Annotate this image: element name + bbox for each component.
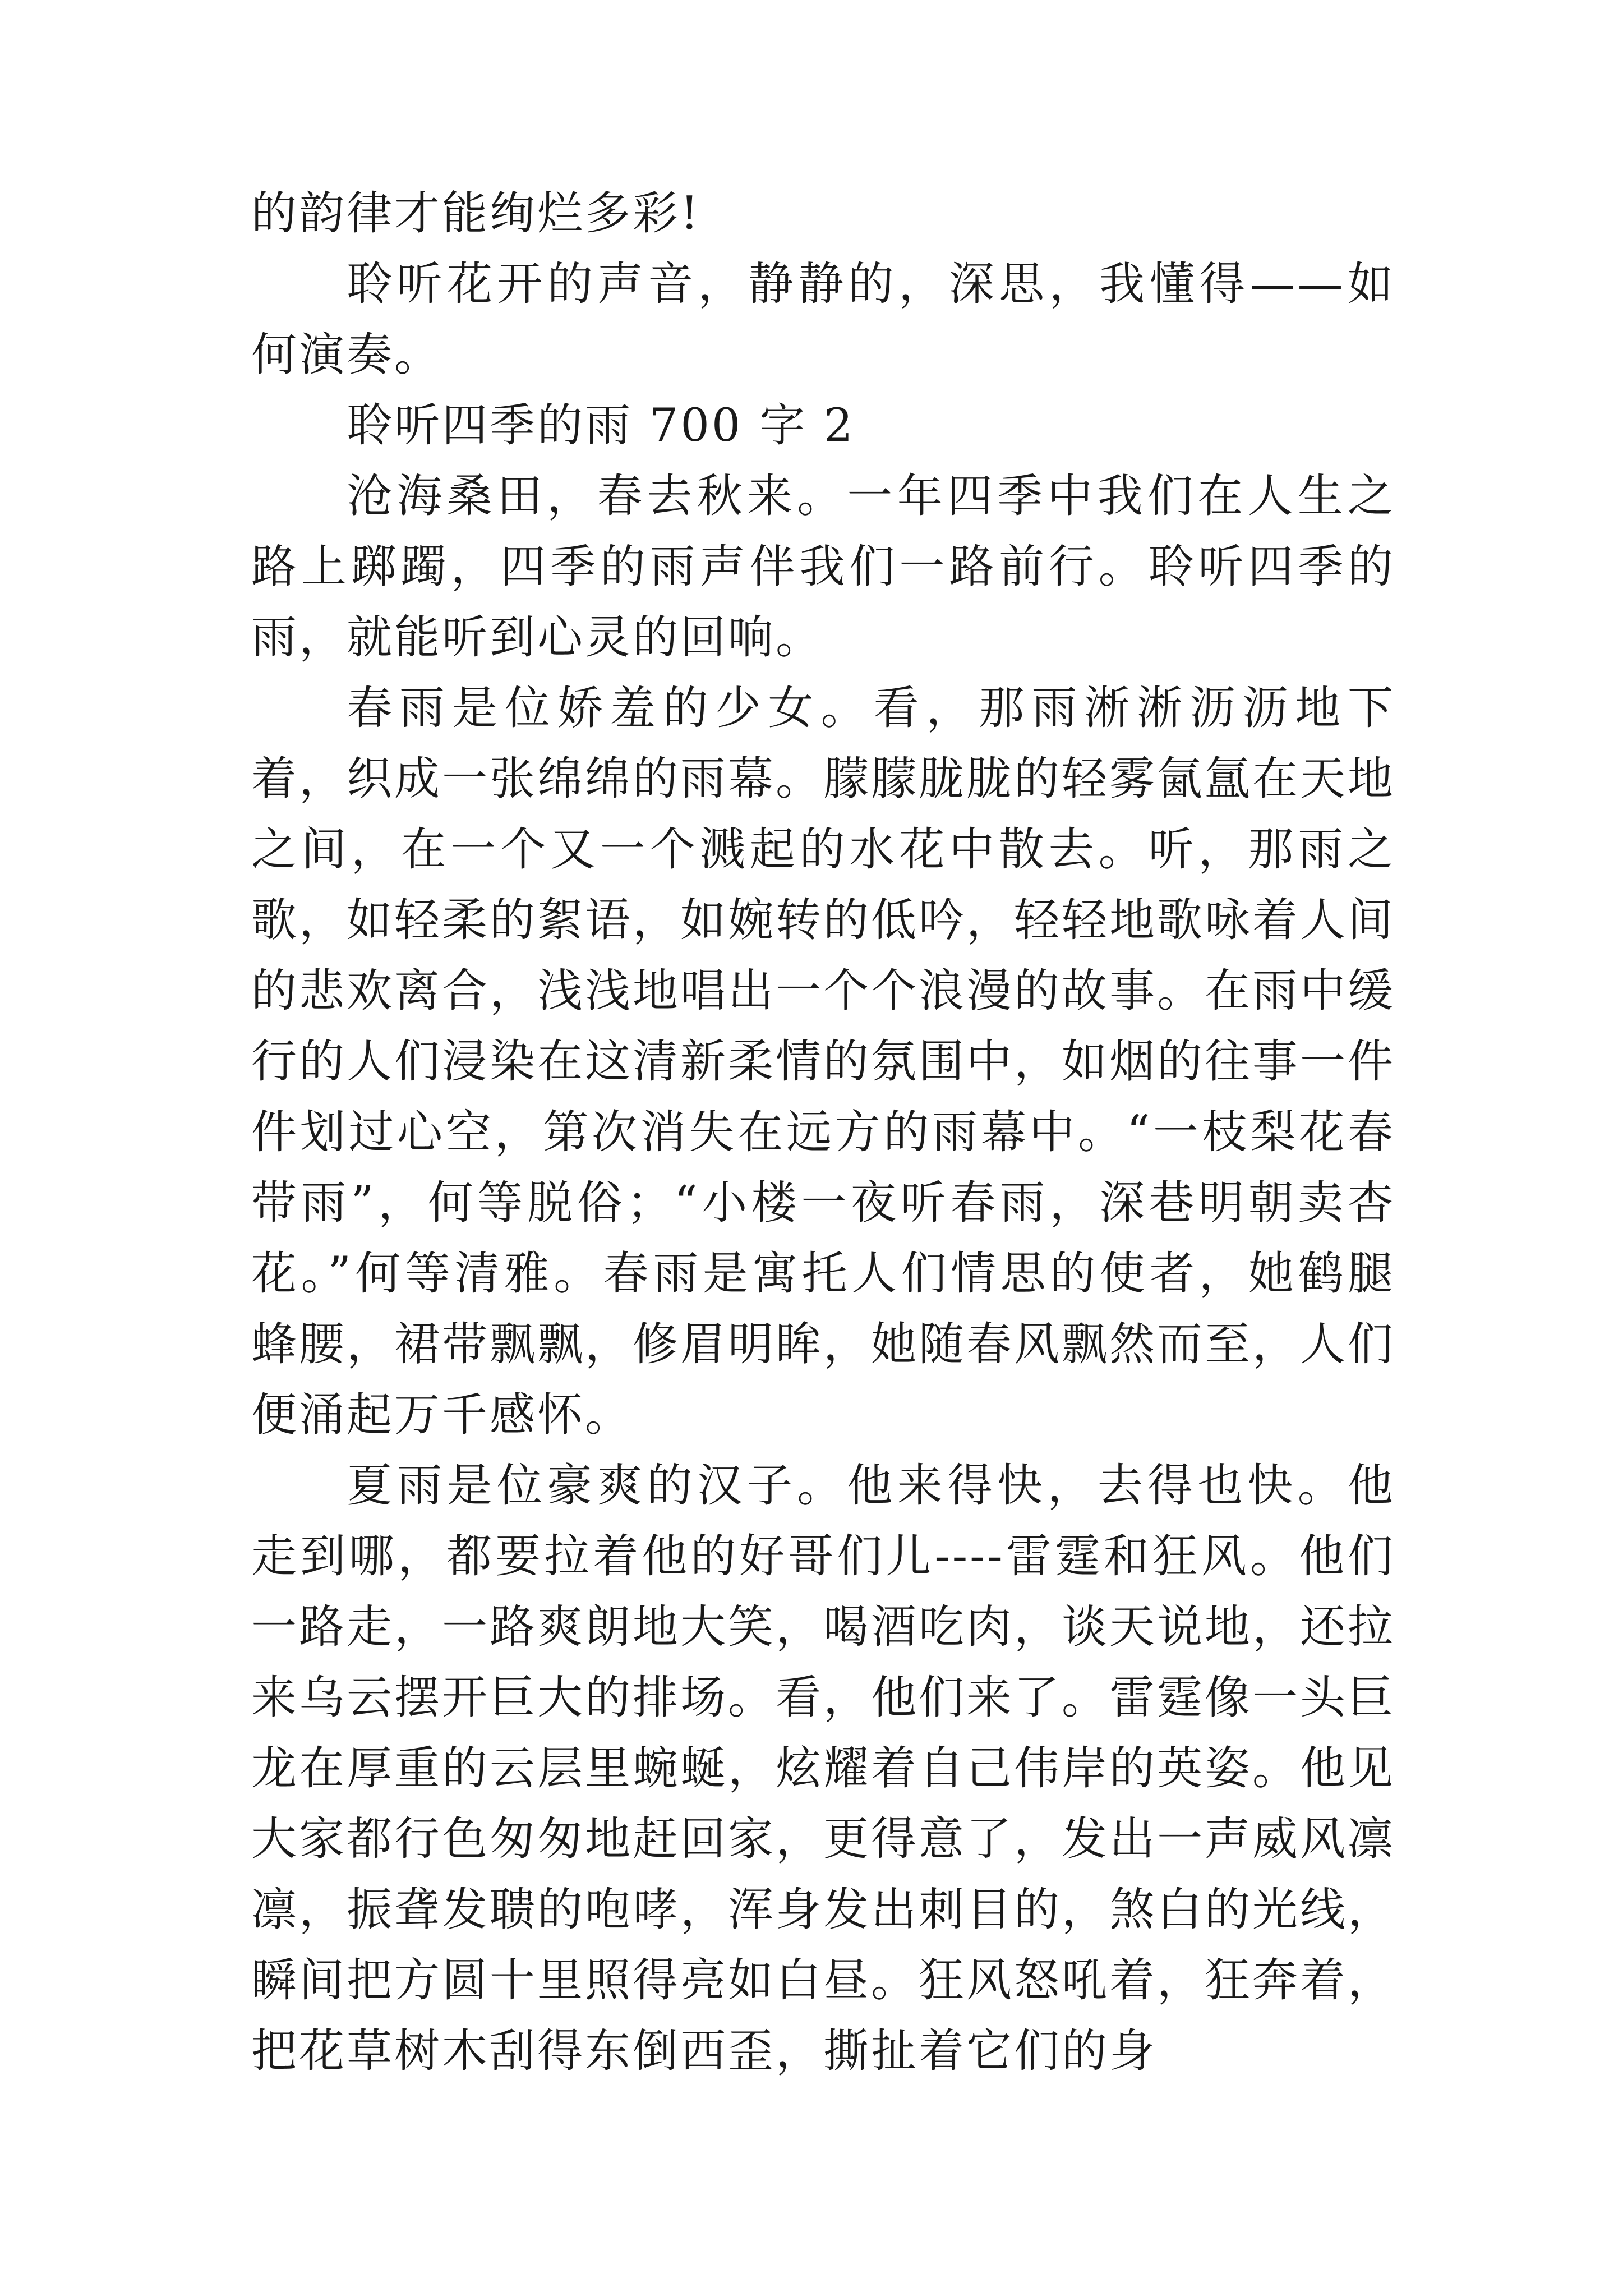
- body-text: [251, 178, 1395, 2087]
- essay-title: 聆听四季的雨 700 字 2: [347, 399, 855, 452]
- paragraph-spring-rain: 春雨是位娇羞的少女。看，那雨淅淅沥沥地下着，织成一张绵绵的雨幕。朦朦胧胧的轻雾氤氲在天地之间，在一个又一个溅起的水花中散去。听，那雨之歌，如轻柔的絮语，如婉转的低吟，轻轻地歌咏着人间的悲欢离合，浅浅地唱出一个个浪漫的故事。在雨中缓行的人们浸染在这清新柔情的氛围中，如烟的往事一件件划过心空，第次消失在远方的雨幕中。“一枝梨花春带雨”，何等脱俗；“小楼一夜听春雨，深巷明朝卖杏花。”何等清雅。春雨是寓托人们情思的使者，她鹤腿蜂腰，裙带飘飘，修眉明眸，她随春风飘然而至，人们便涌起万千感怀。: [251, 682, 1396, 1442]
- paragraph-listen-flowers: 聆听花开的声音，静静的，深思，我懂得——如何演奏。: [251, 258, 1395, 381]
- paragraph-continuation: 的韵律才能绚烂多彩!: [251, 187, 701, 240]
- paragraph-summer-rain: 夏雨是位豪爽的汉子。他来得快，去得也快。他走到哪，都要拉着他的好哥们儿----雷霆和狂风。他们一路走，一路爽朗地大笑，喝酒吃肉，谈天说地，还拉来乌云摆开巨大的排场。看，他们来了。雷霆像一头巨龙在厚重的云层里蜿蜒，炫耀着自己伟岸的英姿。他见大家都行色匆匆地赶回家，更得意了，发出一声威风凛凛，振聋发聩的咆哮，浑身发出刺目的，煞白的光线，瞬间把方圆十里照得亮如白昼。狂风怒吼着，狂奔着，把花草树木刮得东倒西歪，撕扯着它们的身: [251, 1460, 1396, 2078]
- paragraph-intro: 沧海桑田，春去秋来。一年四季中我们在人生之路上踯躅，四季的雨声伴我们一路前行。聆听四季的雨，就能听到心灵的回响。: [251, 470, 1395, 664]
